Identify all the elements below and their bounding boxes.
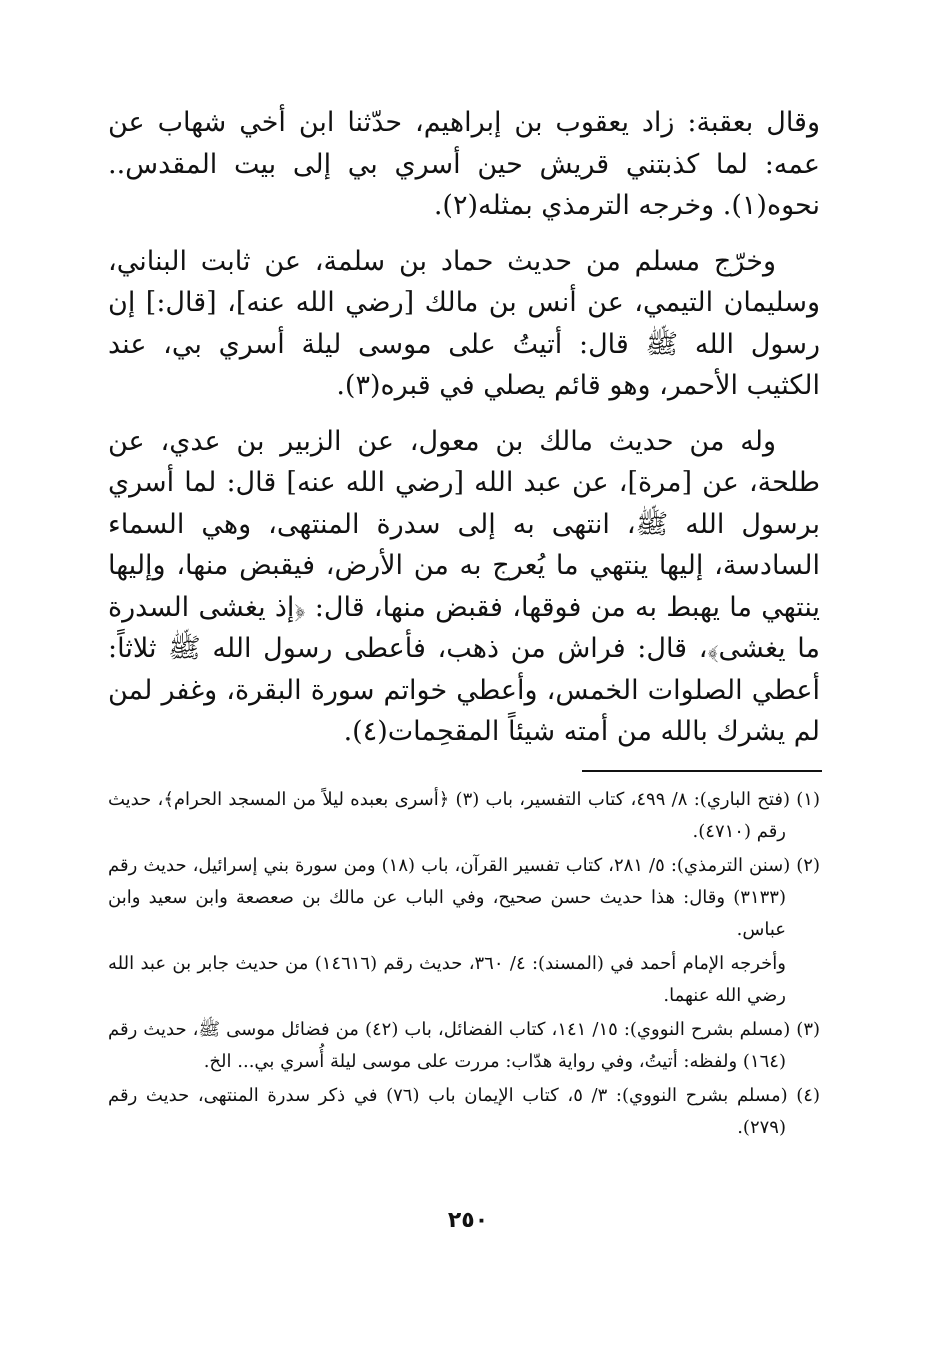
- footnote-2-continuation: وأخرجه الإمام أحمد في (المسند): ٤/ ٣٦٠، حديث رقم (١٤٦١٦) من حديث جابر بن عبد الله رضي الله عنهما.: [108, 953, 786, 1006]
- footnote-2-text: (٢) (سنن الترمذي): ٥/ ٢٨١، كتاب تفسير القرآن، باب (١٨) ومن سورة بني إسرائيل، حديث رقم (٣١٣٣) وقال: هذا حديث حسن صحيح، وفي الباب عن مالك بن صعصعة وابن سعيد وابن عباس.: [108, 855, 820, 940]
- main-text: [108, 102, 820, 767]
- page-number: ٢٥٠: [447, 1208, 489, 1233]
- footnote-4-text: (٤) (مسلم بشرح النووي): ٣/ ٥، كتاب الإيمان باب (٧٦) في ذكر سدرة المنتهى، حديث رقم (٢٧٩).: [108, 1085, 820, 1138]
- footnote-4: [108, 1080, 820, 1144]
- footnote-3-text: (٣) (مسلم بشرح النووي): ١٥/ ١٤١، كتاب الفضائل، باب (٤٢) من فضائل موسى ﷺ، حديث رقم (١٦٤) ولفظه: أتيتُ، وفي رواية هدّاب: مررت على موسى ليلة أُسري بي... الخ.: [108, 1019, 821, 1072]
- paragraph-1: وقال بعقبة: زاد يعقوب بن إبراهيم، حدّثنا ابن أخي شهاب عن عمه: لما كذبتني قريش حين أسري بي إلى بيت المقدس.. نحوه(١). وخرجه الترمذي بمثله(٢).: [108, 107, 820, 221]
- footnote-1: [108, 784, 820, 848]
- footnotes: [108, 784, 820, 1146]
- footnote-2: [108, 850, 820, 1012]
- footnote-3: [108, 1014, 820, 1078]
- footnote-separator: [582, 770, 822, 772]
- footnote-1-text: (١) (فتح الباري): ٨/ ٤٩٩، كتاب التفسير، باب (٣) ﴿أسرى بعبده ليلاً من المسجد الحرام﴾، حديث رقم (٤٧١٠).: [108, 789, 820, 842]
- paragraph-3: وله من حديث مالك بن معول، عن الزبير بن عدي، عن طلحة، عن [مرة]، عن عبد الله [رضي الله عنه] قال: لما أسري برسول الله ﷺ، انتهى به إلى سدرة المنتهى، وهي السماء السادسة، إليها ينتهي ما يُعرج به من الأرض، فيقبض منها، وإليها ينتهي ما يهبط به من فوقها، فقبض منها، قال: ﴿إذ يغشى السدرة ما يغشى﴾، قال: فراش من ذهب، فأعطى رسول الله ﷺ ثلاثاً: أعطي الصلوات الخمس، وأعطي خواتم سورة البقرة، وغفر لمن لم يشرك بالله من أمته شيئاً المقحِمات(٤).: [108, 425, 820, 747]
- paragraph-2: وخرّج مسلم من حديث حماد بن سلمة، عن ثابت البناني، وسليمان التيمي، عن أنس بن مالك [رضي الله عنه]، [قال:] إن رسول الله ﷺ قال: أتيتُ على موسى ليلة أسري بي، عند الكثيب الأحمر، وهو قائم يصلي في قبره(٣).: [108, 245, 820, 401]
